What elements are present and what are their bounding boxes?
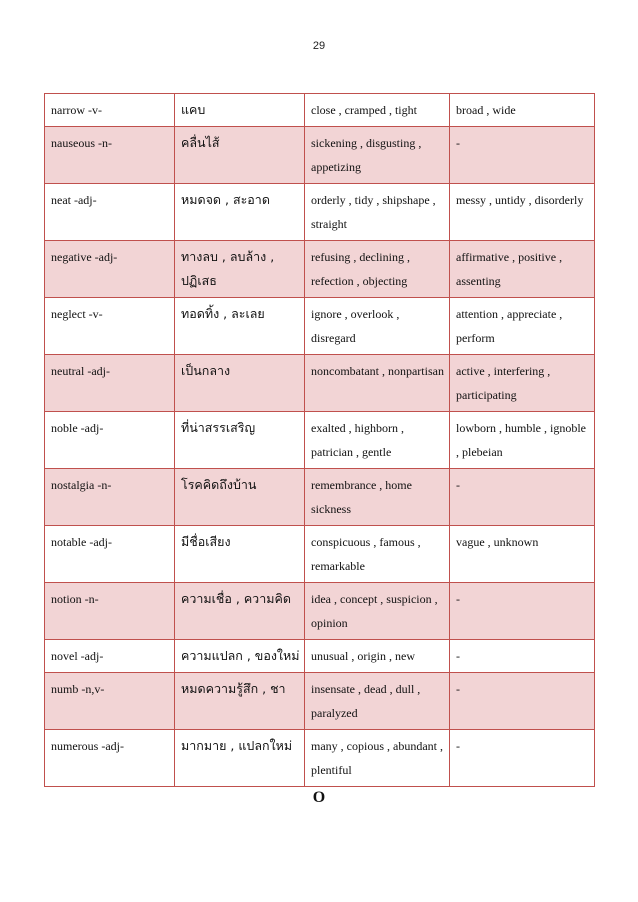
synonyms-cell: conspicuous , famous , remarkable: [305, 526, 450, 583]
thai-meaning-cell: ที่น่าสรรเสริญ: [175, 412, 305, 469]
antonyms-cell: attention , appreciate , perform: [450, 298, 595, 355]
antonyms-cell: active , interfering , participating: [450, 355, 595, 412]
section-letter-heading: O: [312, 789, 326, 806]
word-cell: notable -adj-: [45, 526, 175, 583]
antonyms-cell: -: [450, 640, 595, 673]
word-cell: narrow -v-: [45, 94, 175, 127]
thai-meaning-cell: ทางลบ , ลบล้าง , ปฏิเสธ: [175, 241, 305, 298]
thai-meaning-cell: มากมาย , แปลกใหม่: [175, 730, 305, 787]
antonyms-cell: vague , unknown: [450, 526, 595, 583]
thai-meaning-cell: แคบ: [175, 94, 305, 127]
thai-meaning-cell: มีชื่อเสียง: [175, 526, 305, 583]
word-cell: novel -adj-: [45, 640, 175, 673]
word-cell: negative -adj-: [45, 241, 175, 298]
thai-meaning-cell: หมดจด , สะอาด: [175, 184, 305, 241]
word-cell: numb -n,v-: [45, 673, 175, 730]
table-row: [45, 673, 595, 730]
word-cell: neutral -adj-: [45, 355, 175, 412]
word-cell: nostalgia -n-: [45, 469, 175, 526]
word-cell: noble -adj-: [45, 412, 175, 469]
table-row: [45, 469, 595, 526]
thai-meaning-cell: ความแปลก , ของใหม่: [175, 640, 305, 673]
table-row: [45, 241, 595, 298]
table-row: [45, 640, 595, 673]
word-cell: neat -adj-: [45, 184, 175, 241]
antonyms-cell: -: [450, 127, 595, 184]
thai-meaning-cell: เป็นกลาง: [175, 355, 305, 412]
synonyms-cell: insensate , dead , dull , paralyzed: [305, 673, 450, 730]
antonyms-cell: -: [450, 469, 595, 526]
synonyms-cell: orderly , tidy , shipshape , straight: [305, 184, 450, 241]
antonyms-cell: broad , wide: [450, 94, 595, 127]
table-row: [45, 184, 595, 241]
antonyms-cell: affirmative , positive , assenting: [450, 241, 595, 298]
table-row: [45, 730, 595, 787]
thai-meaning-cell: หมดความรู้สึก , ชา: [175, 673, 305, 730]
thai-meaning-cell: ทอดทิ้ง , ละเลย: [175, 298, 305, 355]
antonyms-cell: -: [450, 673, 595, 730]
word-cell: nauseous -n-: [45, 127, 175, 184]
antonyms-cell: lowborn , humble , ignoble , plebeian: [450, 412, 595, 469]
page-number: 29: [312, 40, 326, 52]
table-row: [45, 412, 595, 469]
table-row: [45, 526, 595, 583]
synonyms-cell: unusual , origin , new: [305, 640, 450, 673]
synonyms-cell: sickening , disgusting , appetizing: [305, 127, 450, 184]
thai-meaning-cell: คลื่นไส้: [175, 127, 305, 184]
word-cell: numerous -adj-: [45, 730, 175, 787]
antonyms-cell: -: [450, 583, 595, 640]
thai-meaning-cell: ความเชื่อ , ความคิด: [175, 583, 305, 640]
antonyms-cell: messy , untidy , disorderly: [450, 184, 595, 241]
word-cell: neglect -v-: [45, 298, 175, 355]
table-row: [45, 127, 595, 184]
synonyms-cell: many , copious , abundant , plentiful: [305, 730, 450, 787]
vocabulary-table: [44, 93, 595, 787]
synonyms-cell: exalted , highborn , patrician , gentle: [305, 412, 450, 469]
synonyms-cell: close , cramped , tight: [305, 94, 450, 127]
table-row: [45, 583, 595, 640]
table-row: [45, 298, 595, 355]
synonyms-cell: refusing , declining , refection , objecting: [305, 241, 450, 298]
antonyms-cell: -: [450, 730, 595, 787]
table-row: [45, 94, 595, 127]
synonyms-cell: idea , concept , suspicion , opinion: [305, 583, 450, 640]
synonyms-cell: remembrance , home sickness: [305, 469, 450, 526]
word-cell: notion -n-: [45, 583, 175, 640]
table-row: [45, 355, 595, 412]
synonyms-cell: ignore , overlook , disregard: [305, 298, 450, 355]
thai-meaning-cell: โรคคิดถึงบ้าน: [175, 469, 305, 526]
synonyms-cell: noncombatant , nonpartisan: [305, 355, 450, 412]
